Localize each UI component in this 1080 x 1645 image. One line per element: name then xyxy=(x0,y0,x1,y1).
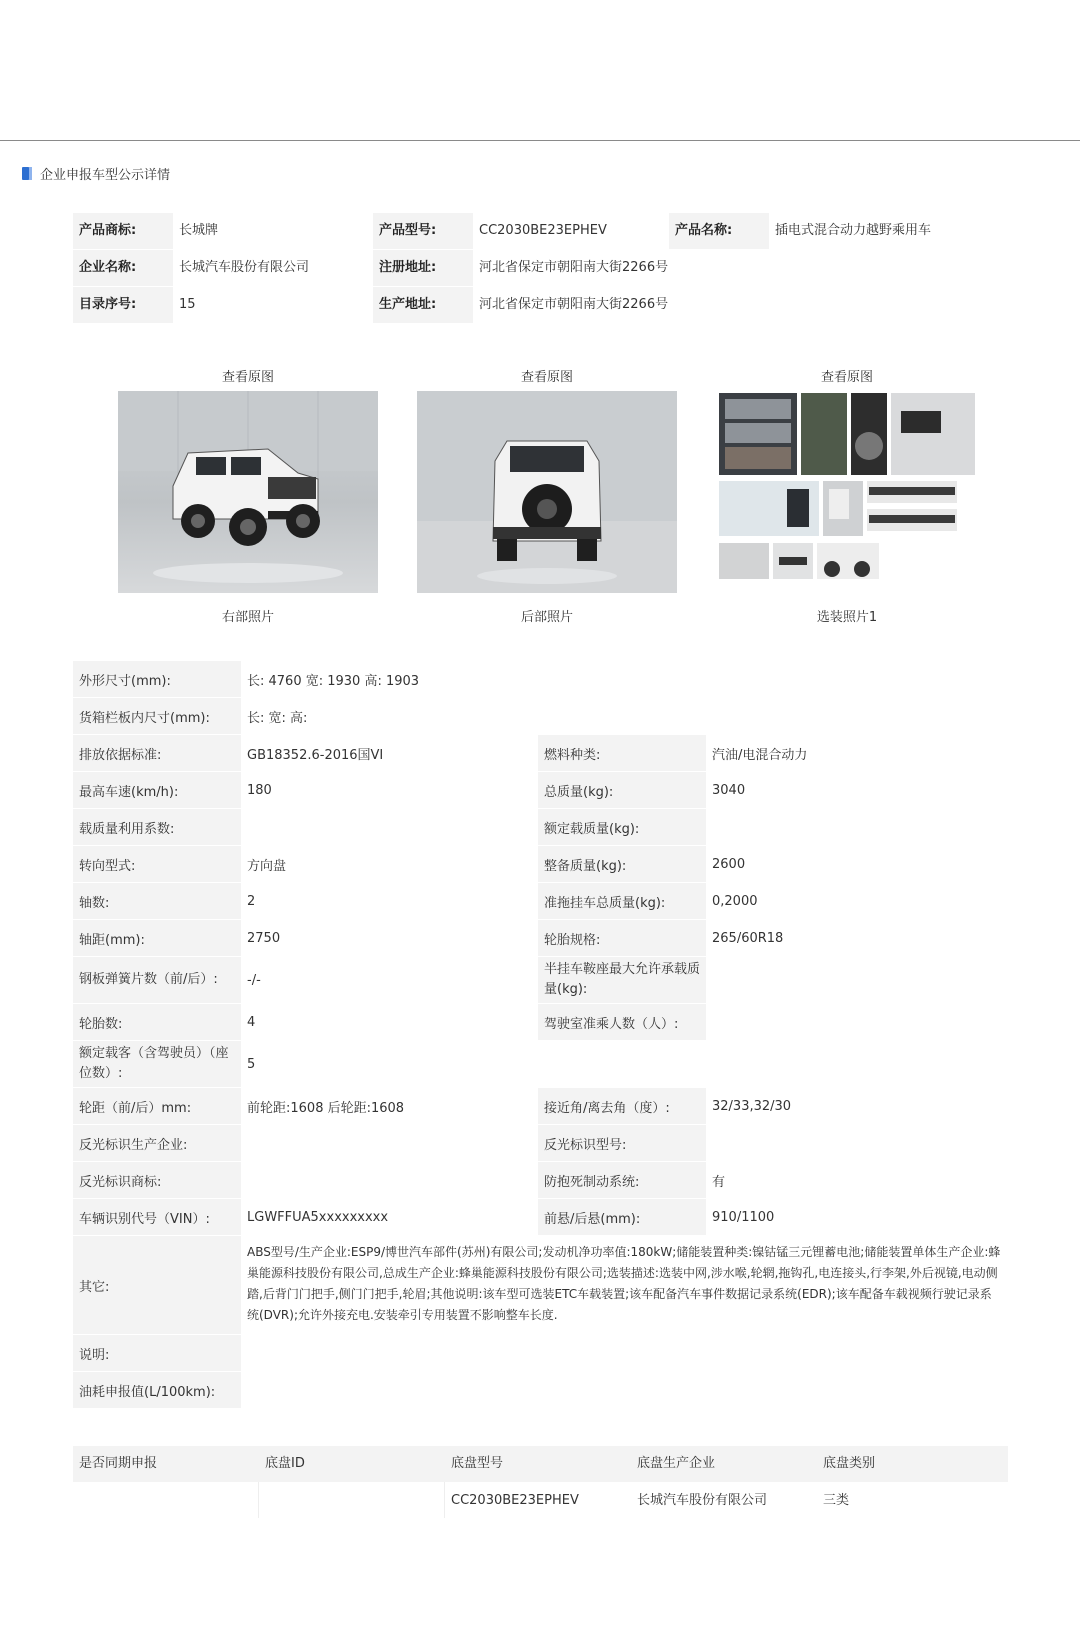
table-row xyxy=(73,1088,1008,1124)
rated-load-label: 额定载质量(kg): xyxy=(538,809,706,845)
prod-addr-value: 河北省保定市朝阳南大街2266号 xyxy=(479,297,669,312)
refl-model-value xyxy=(706,1125,1008,1161)
table-row xyxy=(73,883,1008,919)
tires-value: 4 xyxy=(247,1014,256,1030)
fuel-label: 燃料种类: xyxy=(538,735,706,771)
spring-label: 钢板弹簧片数（前/后）: xyxy=(73,957,241,1003)
tire-label: 轮胎规格: xyxy=(538,920,706,956)
cargo-value: 长: 宽: 高: xyxy=(247,710,308,726)
table-row xyxy=(73,772,1008,808)
model-label: 产品型号: xyxy=(373,213,473,249)
name-label: 产品名称: xyxy=(669,213,769,249)
wheelbase-value: 2750 xyxy=(247,930,281,946)
catalog-value: 15 xyxy=(179,297,196,312)
emission-label: 排放依据标准: xyxy=(73,735,241,771)
seats-value: 5 xyxy=(247,1056,256,1072)
header-sync: 是否同期申报 xyxy=(79,1456,158,1471)
panel-title: 企业申报车型公示详情 xyxy=(40,167,171,183)
table-row xyxy=(73,809,1008,845)
chassis-sync xyxy=(73,1483,258,1519)
overhang-label: 前悬/后悬(mm): xyxy=(538,1199,706,1235)
reg-addr-value: 河北省保定市朝阳南大街2266号 xyxy=(479,260,669,275)
saddle-label: 半挂车鞍座最大允许承载质量(kg): xyxy=(538,957,706,1003)
table-row xyxy=(73,1004,1008,1040)
company-label: 企业名称: xyxy=(73,250,173,286)
prod-addr-label: 生产地址: xyxy=(373,287,473,323)
right-side-photo[interactable] xyxy=(118,391,378,593)
catalog-label: 目录序号: xyxy=(73,287,173,323)
brand-value: 长城牌 xyxy=(179,223,219,238)
brand-label: 产品商标: xyxy=(73,213,173,249)
abs-label: 防抱死制动系统: xyxy=(538,1162,706,1198)
view-original-link[interactable]: 查看原图 xyxy=(820,370,873,385)
table-row xyxy=(73,1372,1008,1408)
chassis-model: CC2030BE23EPHEV xyxy=(451,1493,579,1508)
cab-value xyxy=(706,1004,1008,1040)
refl-model-label: 反光标识型号: xyxy=(538,1125,706,1161)
track-label: 轮距（前/后）mm: xyxy=(73,1088,241,1124)
load-coef-value xyxy=(241,809,538,845)
header-chassis-model: 底盘型号 xyxy=(451,1456,504,1471)
view-original-link[interactable]: 查看原图 xyxy=(221,370,274,385)
panel-header xyxy=(22,163,170,183)
trailer-value: 0,2000 xyxy=(712,893,758,909)
axles-value: 2 xyxy=(247,893,256,909)
table-row xyxy=(73,735,1008,771)
cab-label: 驾驶室准乘人数（人）: xyxy=(538,1004,706,1040)
refl-brand-value xyxy=(241,1162,538,1198)
trailer-label: 准拖挂车总质量(kg): xyxy=(538,883,706,919)
photo-right xyxy=(118,366,378,626)
refl-maker-label: 反光标识生产企业: xyxy=(73,1125,241,1161)
axles-label: 轴数: xyxy=(73,883,241,919)
optional-equipment-photo[interactable] xyxy=(717,391,977,593)
cargo-label: 货箱栏板内尺寸(mm): xyxy=(73,698,241,734)
reg-addr-label: 注册地址: xyxy=(373,250,473,286)
fuel-value: 汽油/电混合动力 xyxy=(712,747,808,763)
table-row xyxy=(73,1236,1008,1334)
abs-value: 有 xyxy=(712,1174,726,1190)
chassis-maker: 长城汽车股份有限公司 xyxy=(637,1493,768,1508)
header-chassis-maker: 底盘生产企业 xyxy=(637,1456,716,1471)
product-info xyxy=(73,213,953,325)
emission-value: GB18352.6-2016国VI xyxy=(247,747,384,763)
table-row xyxy=(73,920,1008,956)
speed-label: 最高车速(km/h): xyxy=(73,772,241,808)
steer-value: 方向盘 xyxy=(247,858,287,874)
load-coef-label: 载质量利用系数: xyxy=(73,809,241,845)
note-value xyxy=(241,1335,538,1371)
overhang-value: 910/1100 xyxy=(712,1209,775,1225)
track-value: 前轮距:1608 后轮距:1608 xyxy=(247,1100,405,1116)
table-row xyxy=(73,1041,1008,1087)
angle-label: 接近角/离去角（度）: xyxy=(538,1088,706,1124)
photo-caption: 后部照片 xyxy=(520,610,573,625)
header-chassis-type: 底盘类别 xyxy=(823,1456,876,1471)
dim-value: 长: 4760 宽: 1930 高: 1903 xyxy=(247,673,420,689)
table-row xyxy=(73,661,1008,697)
chassis-type: 三类 xyxy=(823,1493,850,1508)
other-value: ABS型号/生产企业:ESP9/博世汽车部件(苏州)有限公司;发动机净功率值:180kW;储能装置种类:镍钴锰三元锂蓄电池;储能装置单体生产企业:蜂巢能源科技股份有限公司,总成生产企业:蜂巢能源科技股份有限公司;选装描述:选装中网,涉水喉,轮辋,拖钩孔,电连接头,行李架,外后视镜,电动侧踏,后背门门把手,侧门门把手,轮眉;其他说明:该车型可选装ETC车载装置;该车配备汽车事件数据记录系统(EDR);该车配备车载视频行驶记录系统(DVR);允许外接充电.安装牵引专用装置不影响整车长度. xyxy=(247,1245,1001,1322)
table-row xyxy=(73,1199,1008,1235)
table-row xyxy=(73,698,1008,734)
table-row xyxy=(73,846,1008,882)
vin-value: LGWFFUA5xxxxxxxxx xyxy=(247,1209,389,1225)
fuel-cons-label: 油耗申报值(L/100km): xyxy=(73,1372,241,1408)
photo-rear xyxy=(417,366,677,626)
rear-photo[interactable] xyxy=(417,391,677,593)
curb-value: 2600 xyxy=(712,856,746,872)
wheelbase-label: 轴距(mm): xyxy=(73,920,241,956)
steer-label: 转向型式: xyxy=(73,846,241,882)
tire-value: 265/60R18 xyxy=(712,930,784,946)
name-value: 插电式混合动力越野乘用车 xyxy=(775,223,932,238)
speed-value: 180 xyxy=(247,782,272,798)
photo-caption: 右部照片 xyxy=(221,610,274,625)
photo-caption: 选装照片1 xyxy=(816,610,878,625)
photo-optional xyxy=(717,366,977,626)
table-row xyxy=(73,1162,1008,1198)
header-chassis-id: 底盘ID xyxy=(265,1456,305,1471)
rated-load-value xyxy=(706,809,1008,845)
table-row xyxy=(73,957,1008,1003)
tires-label: 轮胎数: xyxy=(73,1004,241,1040)
note-label: 说明: xyxy=(73,1335,241,1371)
curb-label: 整备质量(kg): xyxy=(538,846,706,882)
total-mass-value: 3040 xyxy=(712,782,746,798)
chassis-id xyxy=(259,1483,444,1519)
model-value: CC2030BE23EPHEV xyxy=(479,223,607,238)
refl-maker-value xyxy=(241,1125,538,1161)
table-row xyxy=(73,1125,1008,1161)
total-mass-label: 总质量(kg): xyxy=(538,772,706,808)
seats-label: 额定载客（含驾驶员）（座位数）: xyxy=(73,1041,241,1087)
dim-label: 外形尺寸(mm): xyxy=(73,661,241,697)
book-icon xyxy=(22,167,32,180)
refl-brand-label: 反光标识商标: xyxy=(73,1162,241,1198)
other-label: 其它: xyxy=(73,1236,241,1334)
vin-label: 车辆识别代号（VIN）: xyxy=(73,1199,241,1235)
spring-value: -/- xyxy=(247,972,261,988)
detail-panel xyxy=(0,140,1080,1546)
saddle-value xyxy=(706,957,1008,1003)
angle-value: 32/33,32/30 xyxy=(712,1098,792,1114)
view-original-link[interactable]: 查看原图 xyxy=(520,370,573,385)
fuel-cons-value xyxy=(241,1372,538,1408)
company-value: 长城汽车股份有限公司 xyxy=(179,260,310,275)
table-row xyxy=(73,1335,1008,1371)
